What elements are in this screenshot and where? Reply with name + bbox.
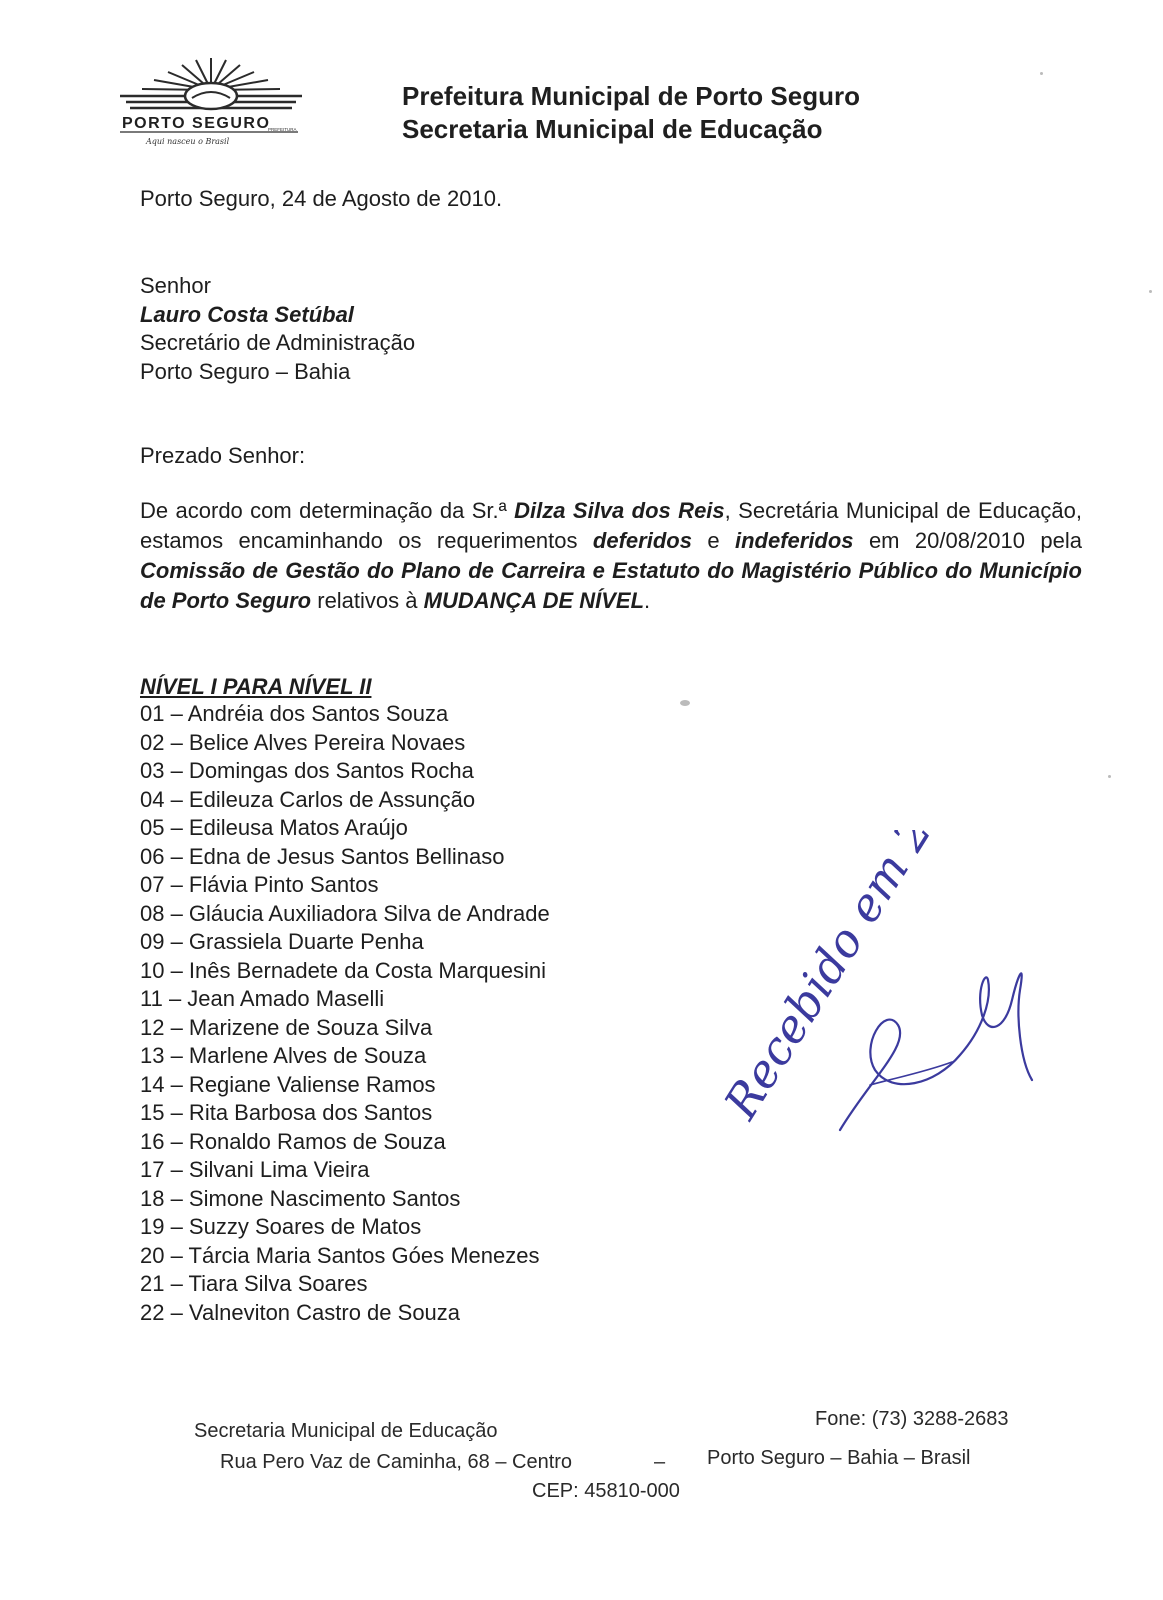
recipient-name: Lauro Costa Setúbal	[140, 301, 354, 327]
body-paragraph	[140, 496, 1082, 616]
list-item: 04 – Edileuza Carlos de Assunção	[140, 786, 476, 812]
paper-speck	[1040, 72, 1043, 75]
body-bold-mudanca-nivel: MUDANÇA DE NÍVEL	[423, 588, 645, 613]
recipient-location: Porto Seguro – Bahia	[140, 358, 351, 384]
paper-speck	[1149, 290, 1152, 293]
body-text-3: e	[691, 528, 735, 553]
list-item: 15 – Rita Barbosa dos Santos	[140, 1100, 433, 1125]
paper-speck	[1108, 775, 1111, 778]
logo-small-label: PREFEITURA	[268, 127, 297, 132]
list-item: 22 – Valneviton Castro de Souza	[140, 1299, 461, 1325]
porto-seguro-logo	[108, 52, 314, 152]
footer-address: Rua Pero Vaz de Caminha, 68 – Centro	[220, 1451, 573, 1473]
logo-name: PORTO SEGURO	[122, 115, 271, 132]
received-note: Recebido em 20/08/10	[720, 830, 1037, 1128]
paper-speck	[680, 700, 690, 706]
list-item: 13 – Marlene Alves de Souza	[140, 1043, 427, 1068]
body-bold-secretary-name: Dilza Silva dos Reis	[514, 498, 725, 523]
recipient-salutation: Senhor	[140, 273, 211, 298]
list-item: 19 – Suzzy Soares de Matos	[140, 1214, 422, 1239]
list-item: 21 – Tiara Silva Soares	[140, 1271, 368, 1296]
footer-phone: Fone: (73) 3288-2683	[815, 1408, 1009, 1430]
list-item: 17 – Silvani Lima Vieira	[140, 1157, 370, 1182]
body-text-1: De acordo com determinação da Sr.ª	[140, 498, 515, 523]
received-annotation	[720, 830, 1050, 1160]
body-bold-indeferidos: indeferidos	[734, 528, 854, 553]
footer-dash: –	[654, 1451, 666, 1473]
signature-icon	[840, 973, 1032, 1130]
recipient-block	[140, 272, 415, 386]
list-item: 05 – Edileusa Matos Araújo	[140, 815, 408, 840]
letterhead-line2: Secretaria Municipal de Educação	[402, 114, 823, 144]
letterhead	[402, 80, 860, 146]
sunrise-logo-icon	[108, 52, 314, 152]
letterhead-line1: Prefeitura Municipal de Porto Seguro	[402, 81, 860, 111]
list-item: 11 – Jean Amado Maselli	[140, 986, 385, 1011]
greeting: Prezado Senhor:	[140, 443, 306, 468]
list-item: 16 – Ronaldo Ramos de Souza	[140, 1128, 446, 1154]
list-item: 01 – Andréia dos Santos Souza	[140, 701, 449, 726]
footer-dept: Secretaria Municipal de Educação	[194, 1420, 498, 1442]
list-item: 18 – Simone Nascimento Santos	[140, 1185, 461, 1211]
list-item: 06 – Edna de Jesus Santos Bellinaso	[140, 843, 505, 869]
list-item: 07 – Flávia Pinto Santos	[140, 872, 379, 897]
list-item: 14 – Regiane Valiense Ramos	[140, 1071, 436, 1097]
body-text-4: em 20/08/2010 pela	[853, 528, 1082, 553]
list-item: 09 – Grassiela Duarte Penha	[140, 929, 424, 954]
list-item: 12 – Marizene de Souza Silva	[140, 1014, 433, 1040]
list-item: 10 – Inês Bernadete da Costa Marquesini	[140, 957, 547, 983]
list-item: 03 – Domingas dos Santos Rocha	[140, 758, 474, 783]
letter-date: Porto Seguro, 24 de Agosto de 2010.	[140, 186, 503, 211]
logo-motto: Aqui nasceu o Brasil	[146, 137, 230, 146]
body-text-2: , Secretária Municipal de Educação, estamos encaminhando os requerimentos	[140, 498, 1082, 553]
footer-city: Porto Seguro – Bahia – Brasil	[707, 1447, 971, 1469]
list-title: NÍVEL I PARA NÍVEL II	[140, 674, 372, 699]
footer-cep: CEP: 45810-000	[532, 1480, 680, 1502]
body-bold-deferidos: deferidos	[592, 528, 692, 553]
list-item: 20 – Tárcia Maria Santos Góes Menezes	[140, 1242, 540, 1268]
body-bold-commission: Comissão de Gestão do Plano de Carreira e Estatuto do Magistério Público do Município de Porto Seguro	[140, 558, 1082, 613]
body-text-6: .	[644, 588, 651, 613]
handwritten-annotation	[720, 830, 1050, 1160]
body-text-5: relativos à	[311, 588, 424, 613]
list-item: 02 – Belice Alves Pereira Novaes	[140, 729, 466, 755]
name-list	[140, 700, 550, 1327]
recipient-title: Secretário de Administração	[140, 330, 416, 355]
list-item: 08 – Gláucia Auxiliadora Silva de Andrade	[140, 900, 550, 926]
